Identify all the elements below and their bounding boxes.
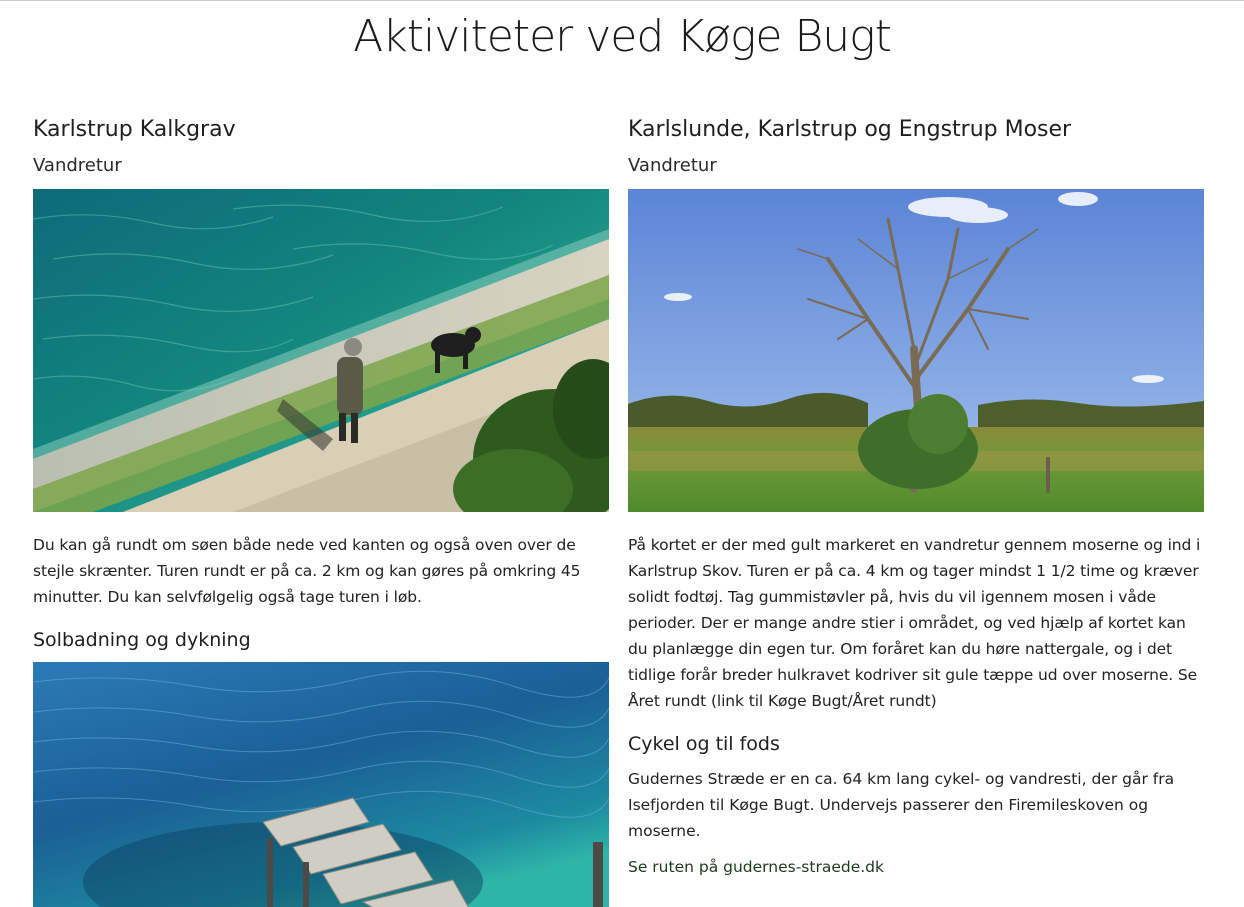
page-title: Aktiviteter ved Køge Bugt [353, 11, 891, 62]
right-vandretur-subheading: Vandretur [628, 155, 717, 176]
left-column [33, 113, 609, 907]
karlstrup-kalkgrav-heading: Karlstrup Kalkgrav [33, 117, 236, 142]
left-vandretur-subheading: Vandretur [33, 155, 122, 176]
moser-heading: Karlslunde, Karlstrup og Engstrup Moser [628, 117, 1072, 142]
moser-photo [628, 189, 1204, 512]
moser-description: På kortet er der med gult markeret en vandretur gennem moserne og ind i Karlstrup Skov. Turen er på ca. 4 km og tager mindst 1 1/2 time og kræver solidt fodtøj. Tag gummistøvler på, hvis du vil igennem mosen i våde perioder. Der er mange andre stier i området, og ved hjælp af kortet kan du planlægge din egen tur. Om foråret kan du høre nattergale, og i det tidlige forår breder hulkravet kodriver sit gule tæppe ud over moserne. Se Året rundt (link til Køge Bugt/Året rundt) [628, 536, 1201, 710]
solbadning-photo [33, 662, 609, 907]
solbadning-heading: Solbadning og dykning [33, 629, 251, 651]
cykel-description: Gudernes Stræde er en ca. 64 km lang cykel- og vandresti, der går fra Isefjorden til Køge Bugt. Undervejs passerer den Firemileskoven og moserne. [628, 770, 1175, 840]
right-column [628, 113, 1204, 880]
kalkgrav-photo [33, 189, 609, 512]
kalkgrav-description: Du kan gå rundt om søen både nede ved kanten og også oven over de stejle skrænter. Turen rundt er på ca. 2 km og kan gøres på omkring 45 minutter. Du kan selvfølgelig også tage turen i løb. [33, 536, 581, 606]
gudernes-straede-link[interactable]: Se ruten på gudernes-straede.dk [628, 858, 884, 876]
cykel-heading: Cykel og til fods [628, 733, 780, 755]
